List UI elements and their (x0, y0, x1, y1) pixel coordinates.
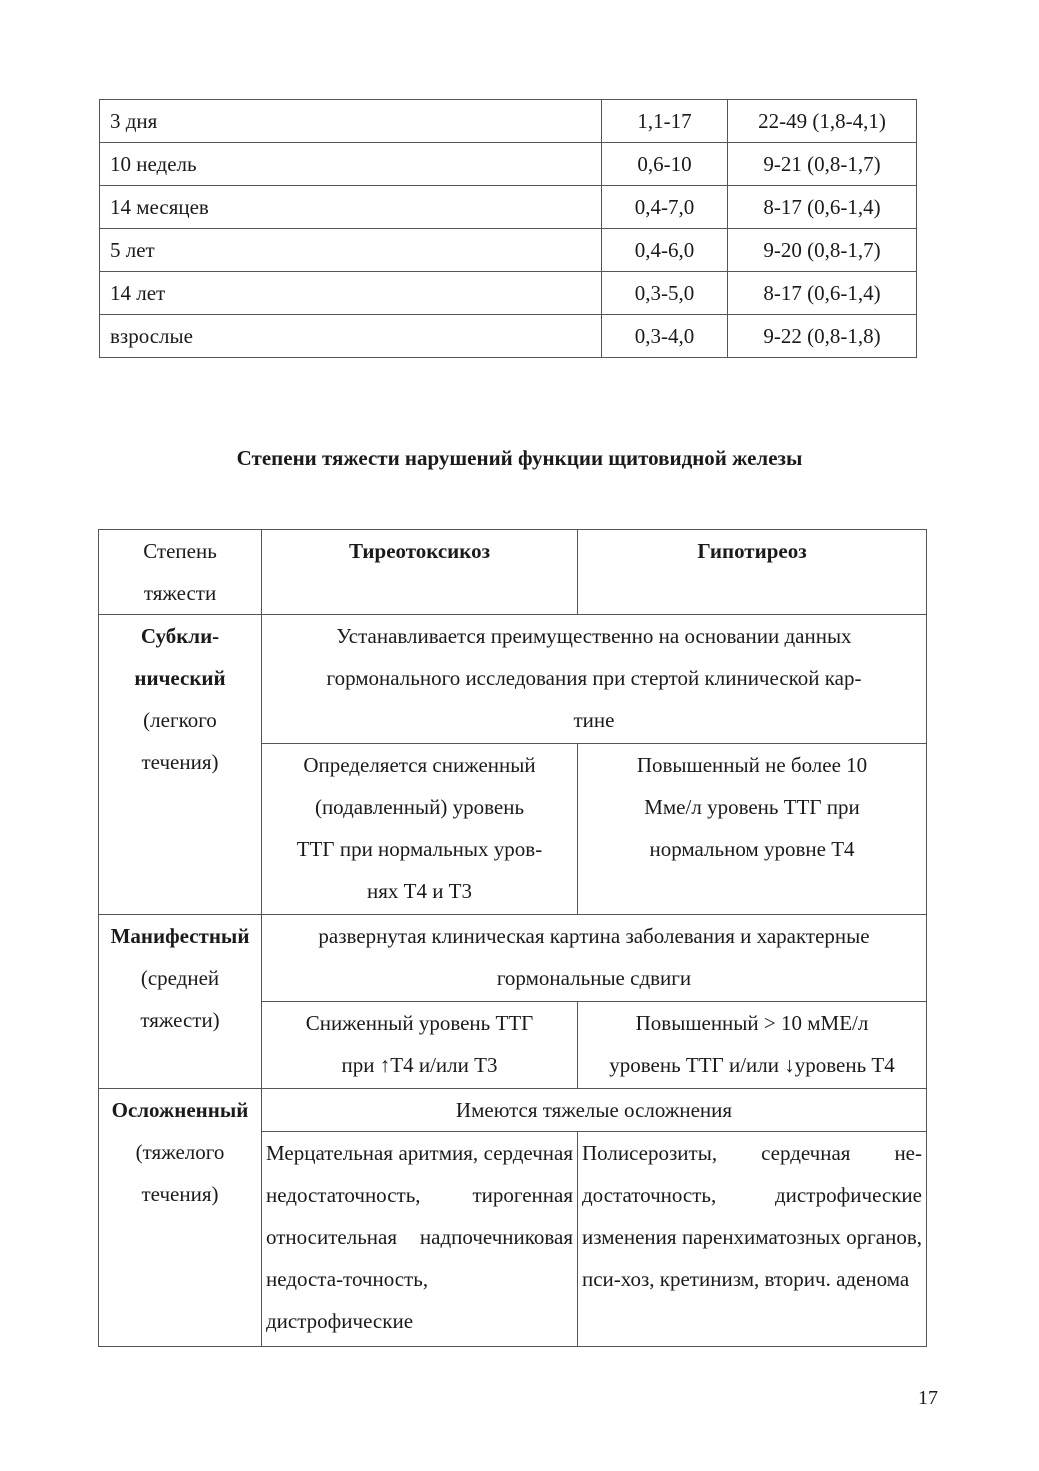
subclinical-row (99, 615, 927, 744)
section-title: Степени тяжести нарушений функции щитовидной железы (236, 446, 803, 470)
header-hypothyroidism: Гипотиреоз (578, 530, 927, 615)
page-number: 17 (918, 1387, 938, 1409)
complicated-row (99, 1089, 927, 1132)
reference-cell: 0,6-10 (602, 143, 728, 186)
reference-cell: 22-49 (1,8-4,1) (728, 100, 917, 143)
reference-cell: 0,3-4,0 (602, 315, 728, 358)
reference-table (99, 99, 917, 358)
header-degree: Степень тяжести (99, 530, 262, 615)
reference-cell: 14 месяцев (100, 186, 602, 229)
reference-cell: 3 дня (100, 100, 602, 143)
reference-cell: 9-21 (0,8-1,7) (728, 143, 917, 186)
reference-cell: взрослые (100, 315, 602, 358)
reference-cell: 14 лет (100, 272, 602, 315)
complicated-hypothyroidism: Полисерозиты, сердечная не-достаточность, дистрофические изменения паренхиматозных органов, пси-хоз, кретинизм, вторич. аденома (578, 1132, 927, 1347)
reference-row (100, 100, 917, 143)
header-thyrotoxicosis: Тиреотоксикоз (262, 530, 578, 615)
subclinical-degree: Субкли- нический (легкого течения) (99, 615, 262, 915)
subclinical-thyrotoxicosis: Определяется сниженный (подавленный) уровень ТТГ при нормальных уров- нях Т4 и Т3 (262, 744, 578, 915)
severity-table (98, 529, 927, 1347)
reference-cell: 0,4-7,0 (602, 186, 728, 229)
manifest-hypothyroidism: Повышенный > 10 мМЕ/л уровень ТТГ и/или ↓уровень Т4 (578, 1002, 927, 1089)
subclinical-hypothyroidism: Повышенный не более 10 Мме/л уровень ТТГ при нормальном уровне Т4 (578, 744, 927, 915)
reference-cell: 8-17 (0,6-1,4) (728, 186, 917, 229)
manifest-row (99, 915, 927, 1002)
complicated-thyrotoxicosis: Мерцательная аритмия, сердечная недостаточность, тирогенная относительная надпочечниковая недоста-точность, дистрофические (262, 1132, 578, 1347)
reference-cell: 1,1-17 (602, 100, 728, 143)
reference-cell: 0,4-6,0 (602, 229, 728, 272)
manifest-common: развернутая клиническая картина заболевания и характерные гормональные сдвиги (262, 915, 927, 1002)
reference-row (100, 315, 917, 358)
reference-row (100, 272, 917, 315)
manifest-degree: Манифестный (средней тяжести) (99, 915, 262, 1089)
reference-cell: 8-17 (0,6-1,4) (728, 272, 917, 315)
reference-row (100, 186, 917, 229)
reference-cell: 5 лет (100, 229, 602, 272)
reference-row (100, 143, 917, 186)
complicated-common: Имеются тяжелые осложнения (262, 1089, 927, 1132)
reference-cell: 9-20 (0,8-1,7) (728, 229, 917, 272)
reference-cell: 9-22 (0,8-1,8) (728, 315, 917, 358)
reference-cell: 10 недель (100, 143, 602, 186)
complicated-degree: Осложненный (тяжелого течения) (99, 1089, 262, 1347)
subclinical-common: Устанавливается преимущественно на основании данных гормонального исследования при стертой клинической кар- тине (262, 615, 927, 744)
manifest-thyrotoxicosis: Сниженный уровень ТТГ при ↑Т4 и/или Т3 (262, 1002, 578, 1089)
severity-header-row (99, 530, 927, 615)
reference-cell: 0,3-5,0 (602, 272, 728, 315)
reference-row (100, 229, 917, 272)
